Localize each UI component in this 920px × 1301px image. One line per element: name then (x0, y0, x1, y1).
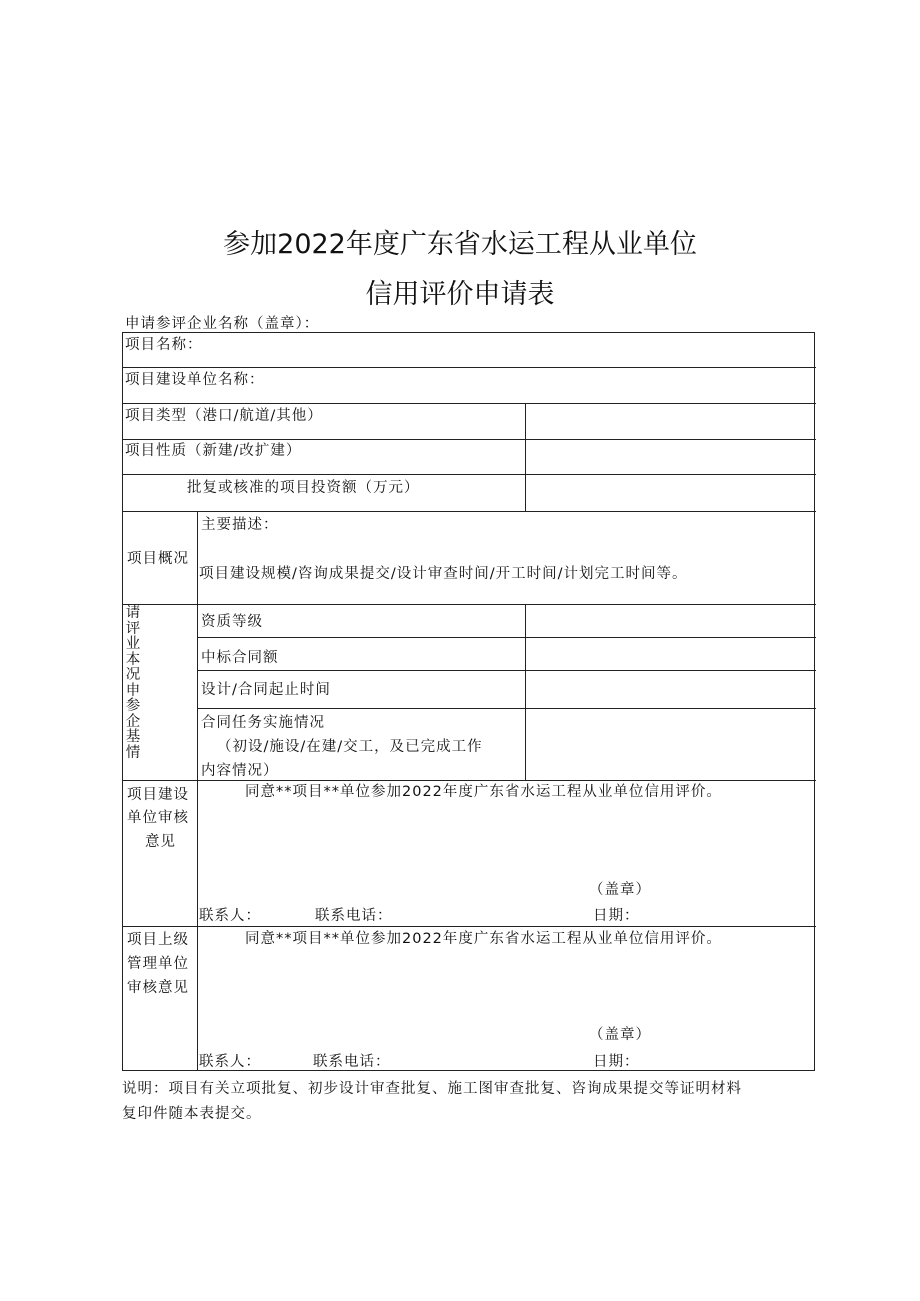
row-divider (197, 637, 816, 638)
project-type-label: 项目类型（港口/航道/其他） (125, 408, 323, 424)
row-divider (123, 926, 816, 927)
project-nature-label: 项目性质（新建/改扩建） (125, 443, 302, 459)
owner-review-label-line2: 单位审核 (127, 810, 189, 826)
row-divider (197, 670, 816, 671)
superior-review-label-line3: 审核意见 (127, 980, 189, 996)
row-divider (123, 511, 816, 512)
form-title-line1: 参加2022年度广东省水运工程从业单位 (223, 229, 697, 260)
row-divider (123, 367, 816, 368)
task-status-line1: 合同任务实施情况 (201, 715, 325, 731)
superior-review-consent: 同意**项目**单位参加2022年度广东省水运工程从业单位信用评价。 (245, 931, 722, 947)
application-form-table (122, 332, 815, 1071)
owner-review-label-line3: 意见 (145, 834, 176, 850)
row-divider (123, 474, 816, 475)
form-title-line2: 信用评价申请表 (365, 279, 555, 310)
task-status-line2: （初设/施设/在建/交工，及已完成工作 (217, 739, 483, 755)
col-divider (525, 604, 526, 780)
superior-review-label-line2: 管理单位 (127, 956, 189, 972)
footnote-line1: 说明：项目有关立项批复、初步设计审查批复、施工图审查批复、咨询成果提交等证明材料 (122, 1081, 742, 1097)
row-divider (123, 403, 816, 404)
overview-label: 项目概况 (127, 551, 189, 567)
qualification-label: 资质等级 (201, 614, 263, 630)
task-status-line3: 内容情况） (201, 763, 279, 779)
owner-review-date: 日期： (593, 908, 640, 924)
applicant-label: 申请参评企业名称（盖章）： (125, 316, 320, 332)
superior-review-label-line1: 项目上级 (127, 932, 189, 948)
project-name-label: 项目名称： (125, 337, 203, 353)
row-divider (197, 708, 816, 709)
owner-name-label: 项目建设单位名称： (125, 372, 265, 388)
contract-amount-label: 中标合同额 (201, 650, 279, 666)
superior-review-seal: （盖章） (589, 1027, 651, 1043)
row-divider (123, 439, 816, 440)
overview-desc-detail: 项目建设规模/咨询成果提交/设计审查时间/开工时间/计划完工时间等。 (199, 566, 688, 582)
contract-period-label: 设计/合同起止时间 (201, 682, 331, 698)
owner-review-label-line1: 项目建设 (127, 787, 189, 803)
overview-main-desc: 主要描述： (201, 517, 279, 533)
col-divider (197, 512, 198, 1071)
company-section-label: 请评业本况申参企基情 (125, 605, 141, 761)
row-divider (123, 780, 816, 781)
investment-label: 批复或核准的项目投资额（万元） (187, 480, 420, 496)
superior-review-phone: 联系电话： (313, 1054, 391, 1070)
owner-review-contact: 联系人： (199, 908, 261, 924)
col-divider (525, 404, 526, 511)
superior-review-contact: 联系人： (199, 1054, 261, 1070)
footnote-line2: 复印件随本表提交。 (122, 1106, 262, 1122)
owner-review-phone: 联系电话： (315, 908, 393, 924)
owner-review-consent: 同意**项目**单位参加2022年度广东省水运工程从业单位信用评价。 (245, 784, 722, 800)
footnote (122, 1077, 822, 1127)
owner-review-seal: （盖章） (589, 882, 651, 898)
row-divider (123, 604, 816, 605)
superior-review-date: 日期： (593, 1054, 640, 1070)
